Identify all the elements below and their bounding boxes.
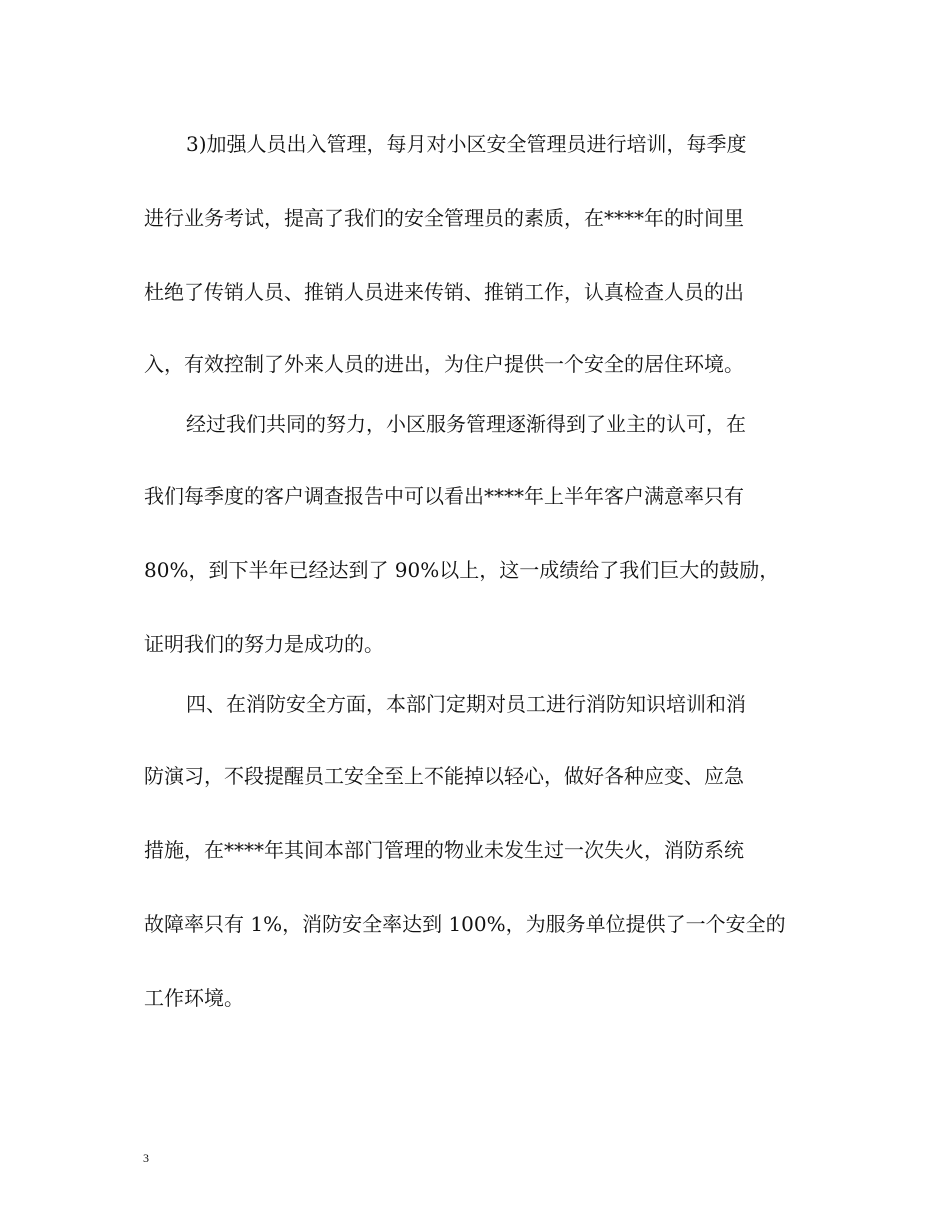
paragraph-fire-safety-line-2: 防演习，不段提醒员工安全至上不能掉以轻心，做好各种应变、应急: [144, 764, 744, 788]
paragraph-3-line-4: 入，有效控制了外来人员的进出，为住户提供一个安全的居住环境。: [144, 352, 744, 376]
paragraph-3-line-3: 杜绝了传销人员、推销人员进来传销、推销工作，认真检查人员的出: [144, 280, 744, 304]
paragraph-3-line-1: 3)加强人员出入管理，每月对小区安全管理员进行培训，每季度: [186, 132, 747, 156]
paragraph-fire-safety-line-5: 工作环境。: [144, 986, 244, 1010]
paragraph-3-line-2: 进行业务考试，提高了我们的安全管理员的素质，在****年的时间里: [144, 206, 744, 230]
paragraph-fire-safety-line-1: 四、在消防安全方面，本部门定期对员工进行消防知识培训和消: [186, 692, 746, 716]
paragraph-summary-line-2: 我们每季度的客户调查报告中可以看出****年上半年客户满意率只有: [144, 484, 744, 508]
page-number: 3: [143, 1151, 149, 1165]
paragraph-fire-safety-line-3: 措施，在****年其间本部门管理的物业未发生过一次失火，消防系统: [144, 838, 744, 862]
paragraph-fire-safety-line-4: 故障率只有 1%，消防安全率达到 100%，为服务单位提供了一个安全的: [144, 912, 786, 936]
paragraph-summary-line-1: 经过我们共同的努力，小区服务管理逐渐得到了业主的认可，在: [186, 412, 746, 436]
paragraph-summary-line-4: 证明我们的努力是成功的。: [144, 632, 384, 656]
paragraph-summary-line-3: 80%，到下半年已经达到了 90%以上，这一成绩给了我们巨大的鼓励，: [144, 558, 780, 582]
